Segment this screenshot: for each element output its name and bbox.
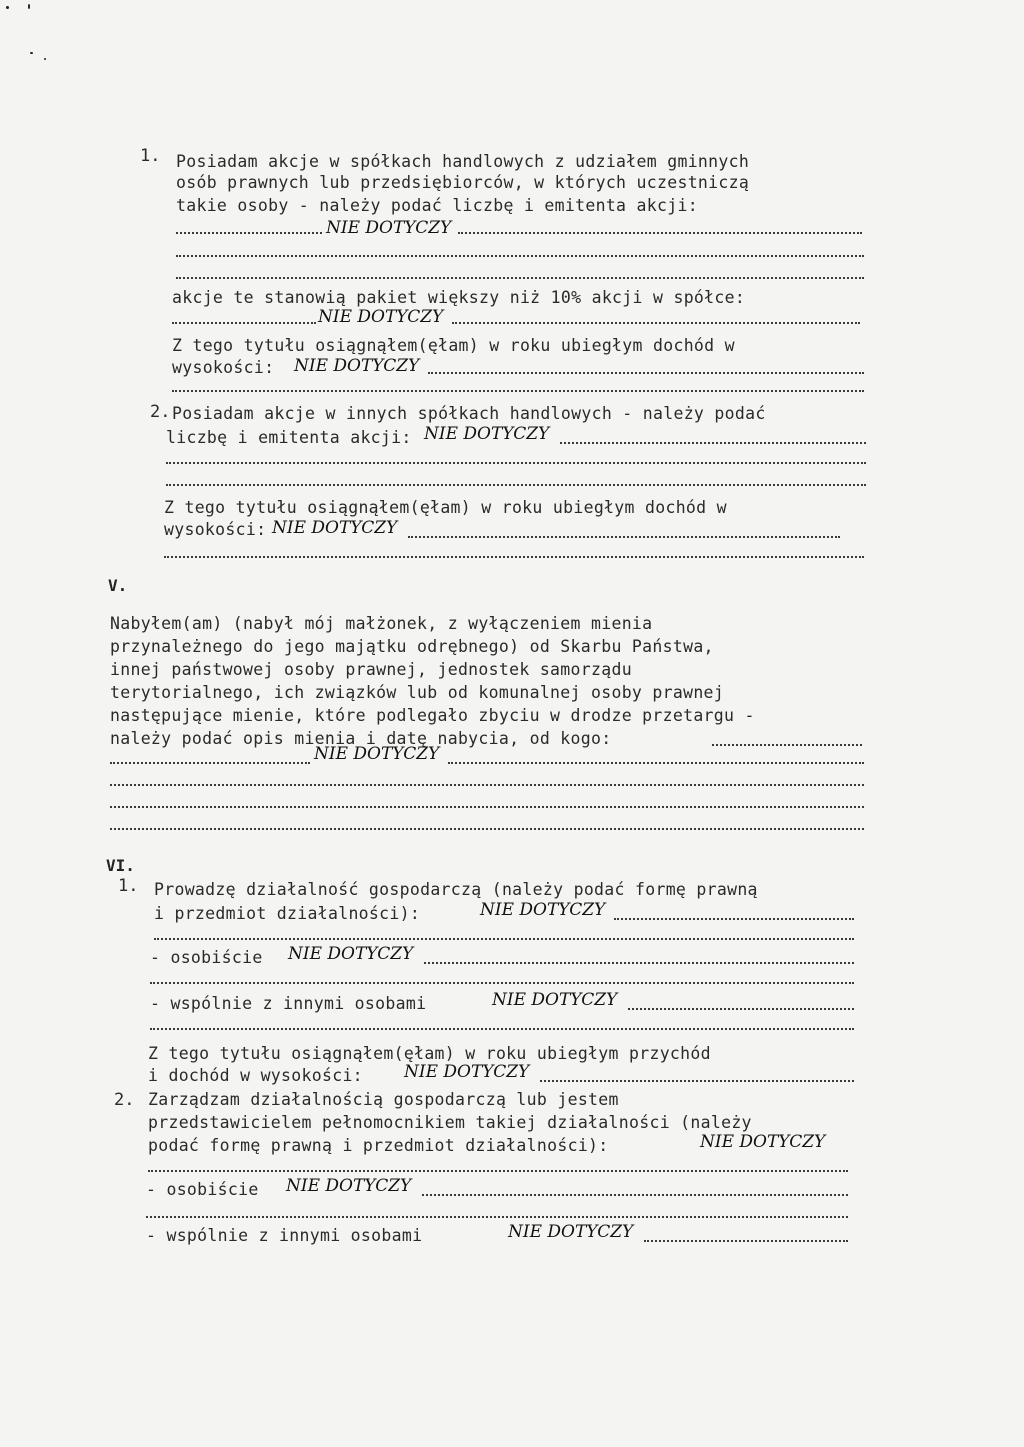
dotted-fill-line [150, 978, 854, 984]
handwritten-answer: NIE DOTYCZY [314, 744, 440, 764]
dotted-fill-line [540, 1076, 854, 1082]
scan-speck [6, 6, 9, 9]
text-line: Zarządzam działalnością gospodarczą lub jestem [148, 1090, 619, 1109]
text-line: następujące mienie, które podlegało zbyciu w drodze przetargu - [110, 706, 755, 725]
dotted-fill-line [164, 552, 864, 558]
item-number: 1. [118, 876, 139, 896]
text-line: należy podać opis mienia i datę nabycia, od kogo: [110, 729, 612, 748]
handwritten-answer: NIE DOTYCZY [508, 1222, 634, 1242]
dotted-fill-line [110, 802, 864, 808]
text-line: i przedmiot działalności): [154, 904, 421, 923]
handwritten-answer: NIE DOTYCZY [480, 900, 606, 920]
handwritten-answer: NIE DOTYCZY [404, 1062, 530, 1082]
text-line: Prowadzę działalność gospodarczą (należy podać formę prawną [154, 880, 758, 899]
text-line: wysokości: [172, 358, 275, 377]
item-number: 2. [150, 402, 171, 422]
text-line: akcje te stanowią pakiet większy niż 10% akcji w spółce: [172, 288, 746, 307]
scan-speck [30, 52, 33, 54]
handwritten-answer: NIE DOTYCZY [288, 944, 414, 964]
item-number: 1. [140, 146, 161, 166]
item-number: 2. [114, 1090, 135, 1110]
handwritten-answer: NIE DOTYCZY [492, 990, 618, 1010]
dotted-fill-line [110, 758, 310, 764]
handwritten-answer: NIE DOTYCZY [286, 1176, 412, 1196]
dotted-fill-line [148, 1166, 848, 1172]
dotted-fill-line [176, 228, 322, 234]
text-line: innej państwowej osoby prawnej, jednostek samorządu [110, 660, 632, 679]
text-line: Z tego tytułu osiągnąłem(ęłam) w roku ubiegłym dochód w [164, 498, 727, 517]
handwritten-answer: NIE DOTYCZY [700, 1132, 826, 1152]
dotted-fill-line [408, 532, 840, 538]
dotted-fill-line [110, 780, 864, 786]
handwritten-answer: NIE DOTYCZY [272, 518, 398, 538]
text-line: terytorialnego, ich związków lub od komunalnej osoby prawnej [110, 683, 725, 702]
dotted-fill-line [150, 1024, 854, 1030]
dotted-fill-line [712, 740, 862, 746]
handwritten-answer: NIE DOTYCZY [424, 424, 550, 444]
dotted-fill-line [458, 228, 862, 234]
text-line: wysokości: [164, 520, 267, 539]
dotted-fill-line [644, 1236, 848, 1242]
dotted-fill-line [428, 368, 864, 374]
text-line: Posiadam akcje w spółkach handlowych z udziałem gminnych [176, 152, 750, 171]
section-heading: VI. [106, 856, 135, 875]
text-line: - osobiście [146, 1180, 259, 1199]
dotted-fill-line [176, 251, 864, 257]
dotted-fill-line [172, 318, 316, 324]
text-line: Z tego tytułu osiągnąłem(ęłam) w roku ubiegłym przychód [148, 1044, 711, 1063]
text-line: Posiadam akcje w innych spółkach handlowych - należy podać [172, 404, 766, 423]
dotted-fill-line [560, 438, 866, 444]
section-heading: V. [108, 576, 128, 595]
scan-speck [28, 4, 30, 9]
dotted-fill-line [422, 1190, 848, 1196]
dotted-fill-line [166, 480, 866, 486]
text-line: osób prawnych lub przedsiębiorców, w których uczestniczą [176, 173, 750, 192]
dotted-fill-line [176, 273, 864, 279]
text-line: - wspólnie z innymi osobami [150, 994, 427, 1013]
dotted-fill-line [424, 958, 854, 964]
dotted-fill-line [628, 1004, 854, 1010]
dotted-fill-line [448, 758, 864, 764]
text-line: Z tego tytułu osiągnąłem(ęłam) w roku ubiegłym dochód w [172, 336, 735, 355]
dotted-fill-line [154, 934, 854, 940]
handwritten-answer: NIE DOTYCZY [318, 307, 444, 327]
text-line: liczbę i emitenta akcji: [166, 428, 412, 447]
dotted-fill-line [172, 386, 864, 392]
text-line: - osobiście [150, 948, 263, 967]
text-line: Nabyłem(am) (nabył mój małżonek, z wyłączeniem mienia [110, 614, 653, 633]
dotted-fill-line [614, 914, 854, 920]
handwritten-answer: NIE DOTYCZY [294, 356, 420, 376]
handwritten-answer: NIE DOTYCZY [326, 218, 452, 238]
text-line: podać formę prawną i przedmiot działalności): [148, 1136, 609, 1155]
text-line: przynależnego do jego majątku odrębnego) od Skarbu Państwa, [110, 637, 714, 656]
dotted-fill-line [452, 318, 860, 324]
text-line: - wspólnie z innymi osobami [146, 1226, 423, 1245]
dotted-fill-line [166, 458, 866, 464]
text-line: i dochód w wysokości: [148, 1066, 363, 1085]
text-line: takie osoby - należy podać liczbę i emitenta akcji: [176, 196, 698, 215]
text-line: przedstawicielem pełnomocnikiem takiej działalności (należy [148, 1113, 752, 1132]
scan-speck [44, 58, 46, 60]
dotted-fill-line [146, 1212, 848, 1218]
dotted-fill-line [110, 824, 864, 830]
